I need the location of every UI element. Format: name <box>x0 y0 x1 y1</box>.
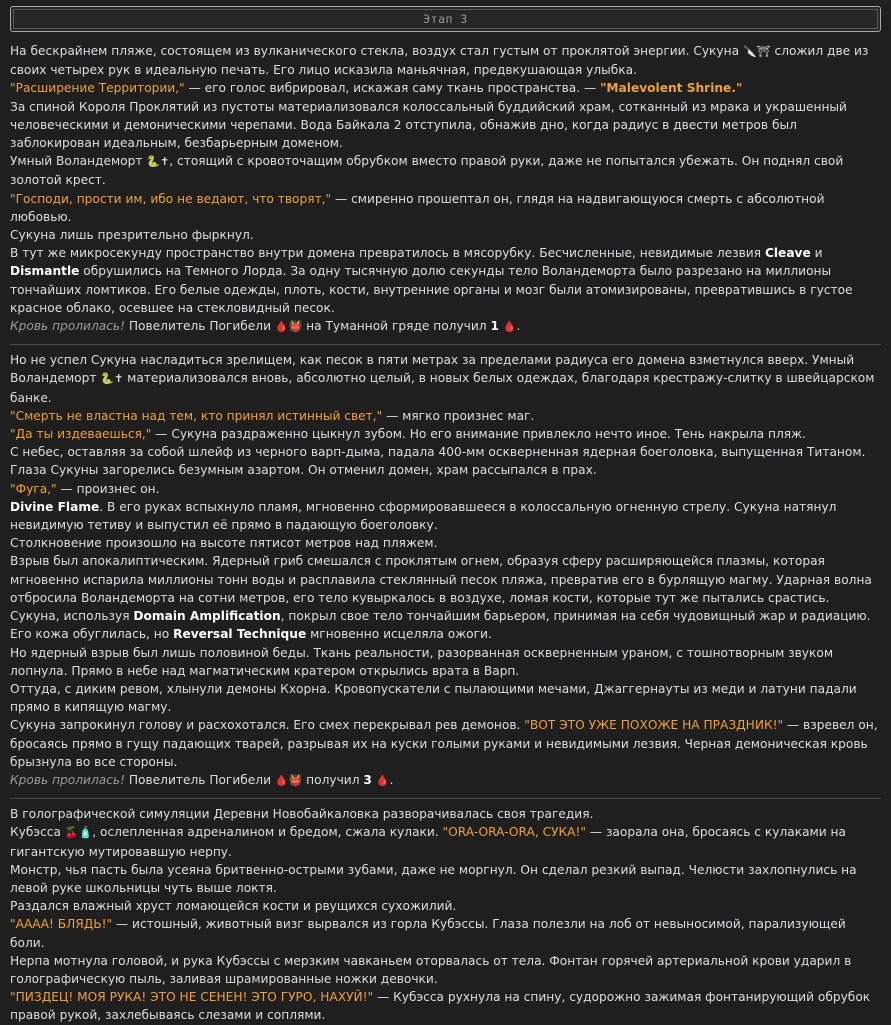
cherry-icon: 🍒 <box>64 826 79 840</box>
technique-name: Divine Flame <box>10 499 100 514</box>
paragraph: Divine Flame. В его руках вспыхнуло пламя, мгновенно сформировавшееся в колоссальную огненную стрелу. Сукуна натянул невидимую тетиву и выпустил её прямо в падающую боеголовку. <box>10 499 837 533</box>
paragraph: "Господи, прости им, ибо не ведают, что творят," — смиренно прошептал он, глядя на надвигающуюся смерть с абсолютной любовью. <box>10 191 825 224</box>
demon-icon: 👹 <box>288 320 303 334</box>
snake-icon: 🐍 <box>146 155 161 169</box>
quote: "ORA-ORA-ORA, СУКА!" <box>442 825 587 840</box>
paragraph: "Расширение Территории," — его голос вибрировал, искажая саму ткань пространства. — "Malevolent Shrine." <box>10 81 743 96</box>
quote: "Фуга," <box>10 481 57 496</box>
paragraph: "АААА! БЛЯДЬ!" — истошный, животный визг вырвался из горла Кубэссы. Глаза полезли на лоб от невыносимой, парализующей боли. <box>10 917 846 950</box>
paragraph: Но не успел Сукуна насладиться зрелищем, как песок в пяти метрах за пределами радиуса его домена взметнулся вверх. Умный Воландеморт 🐍✝ материализовался вновь, абсолютно целый, в новых белых одеждах, благодаря крестражу-слитку в швейцарском банке. <box>10 353 875 405</box>
paragraph: В тут же микросекунду пространство внутри домена превратилось в мясорубку. Бесчисленные, невидимые лезвия Cleave и Dismantle обрушились на Темного Лорда. За одну тысячную долю секунды тело Воландеморта было разрезано на миллионы тончайших ломтиков. Его белые одежды, плоть, кости, внутренние органы и мозг были атомизированы, превратившись в густое красное облако, осевшее на стекловидный песок. <box>10 246 853 315</box>
shrine-icon: ⛩ <box>756 45 771 58</box>
technique-name: Dismantle <box>10 264 80 279</box>
divider <box>10 344 881 345</box>
blood-status: Кровь пролилась! Повелитель Погибели 🩸👹 получил 3 🩸. <box>10 772 394 787</box>
quote: "ПИЗДЕЦ! МОЯ РУКА! ЭТО НЕ СЕНЕН! ЭТО ГУРО, НАХУЙ!" <box>10 990 374 1005</box>
paragraph: Сукуна лишь презрительно фыркнул. <box>10 228 254 243</box>
quote: "Смерть не властна над тем, кто принял истинный свет," <box>10 408 383 423</box>
quote: "Да ты издеваешься," <box>10 427 152 442</box>
knife-icon: 🔪 <box>742 45 757 58</box>
divider <box>10 798 881 799</box>
paragraph: Сукуна запрокинул голову и расхохотался. Его смех перекрывал рев демонов. "ВОТ ЭТО УЖЕ ПОХОЖЕ НА ПРАЗДНИК!" — взревел он, бросаясь прямо в гущу падающих тварей, разрывая их на куски голыми руками и невидимыми лезвия. Черная демоническая кровь брызнула во все стороны. <box>10 718 878 769</box>
paragraph: Кубэсса 🍒🧴, ослепленная адреналином и бредом, сжала кулаки. "ORA-ORA-ORA, СУКА!" — заорала она, бросаясь с кулаками на гигантскую мутировавшую нерпу. <box>10 825 846 859</box>
paragraph: Раздался влажный хруст ломающейся кости и рвущихся сухожилий. <box>10 899 457 914</box>
paragraph: Взрыв был апокалиптическим. Ядерный гриб смешался с проклятым огнем, образуя сферу расширяющейся плазмы, которая мгновенно испарила миллионы тонн воды и расплавила стеклянный песок пляжа, превратив его в бурлящую магму. Ударная волна отбросила Воландеморта на сотни метров, его тело кувыркалось в воздухе, ломая кости, которые тут же пытались срастись. <box>10 554 872 605</box>
paragraph: "Фуга," — произнес он. <box>10 481 160 496</box>
technique-name: Domain Amplification <box>133 609 281 624</box>
section-1 <box>10 42 881 336</box>
section-3 <box>10 805 881 1024</box>
quote: "ВОТ ЭТО УЖЕ ПОХОЖЕ НА ПРАЗДНИК!" <box>524 718 784 733</box>
technique-name: Cleave <box>764 246 811 261</box>
cross-icon: ✝ <box>114 372 124 386</box>
section-2 <box>10 351 881 790</box>
paragraph: Монстр, чья пасть была усеяна бритвенно-острыми зубами, даже не моргнул. Он сделал резкий выпад. Челюсти захлопнулись на левой руке школьницы чуть выше локтя. <box>10 862 857 895</box>
paragraph: Оттуда, с диким ревом, хлынули демоны Кхорна. Кровопускатели с пылающими мечами, Джаггернауты из меди и латуни падали прямо в кипящую магму. <box>10 681 857 715</box>
paragraph: Глаза Сукуны загорелись безумным азартом. Он отменил домен, храм рассыпался в прах. <box>10 463 597 478</box>
paragraph: "Смерть не властна над тем, кто принял истинный свет," — мягко произнес маг. <box>10 408 535 423</box>
paragraph: На бескрайнем пляже, состоящем из вулканического стекла, воздух стал густым от проклятой энергии. Сукуна 🔪⛩ сложил две из своих четырех рук в идеальную печать. Его лицо исказила маньячная, предвкушающая улыбка. <box>10 44 869 78</box>
paragraph: За спиной Короля Проклятий из пустоты материализовался колоссальный буддийский храм, сотканный из мрака и украшенный человеческими и демоническими черепами. Вода Байкала 2 отступила, обнажив дно, когда радиус в двести метров был заблокирован идеальным, безбарьерным доменом. <box>10 99 847 151</box>
blood-icon: 🩸 <box>375 773 390 787</box>
technique-name: Reversal Technique <box>173 627 307 642</box>
paragraph: С небес, оставляя за собой шлейф из черного варп-дыма, падала 400-мм оскверненная ядерная боеголовка, выпущенная Титаном. <box>10 445 866 460</box>
quote: "Malevolent Shrine." <box>600 81 743 96</box>
paragraph: Нерпа мотнула головой, и рука Кубэссы с мерзким чавканьем оторвалась от тела. Фонтан горячей артериальной крови ударил в голографическую пыль, заливая шрамированные ножки девочки. <box>10 953 852 986</box>
paragraph: Но ядерный взрыв был лишь половиной беды. Ткань реальности, разорванная оскверненным ураном, с тошнотворным звуком лопнула. Прямо в небе над магматическим кратером открылись врата в Варп. <box>10 645 834 678</box>
snake-icon: 🐍 <box>100 372 115 386</box>
paragraph: Умный Воландеморт 🐍✝, стоящий с кровоточащим обрубком вместо правой руки, даже не попытался убежать. Он поднял свой золотой крест. <box>10 154 844 188</box>
paragraph: В голографической симуляции Деревни Новобайкаловка разворачивалась своя трагедия. <box>10 807 594 822</box>
blood-icon: 🩸 <box>274 773 289 787</box>
cross-icon: ✝ <box>160 155 170 169</box>
bottle-icon: 🧴 <box>78 826 93 840</box>
stage-header: Этап 3 <box>10 6 881 32</box>
blood-status: Кровь пролилась! Повелитель Погибели 🩸👹 на Туманной гряде получил 1 🩸. <box>10 319 521 334</box>
blood-icon: 🩸 <box>502 320 517 334</box>
paragraph: "ПИЗДЕЦ! МОЯ РУКА! ЭТО НЕ СЕНЕН! ЭТО ГУРО, НАХУЙ!" — Кубэсса рухнула на спину, судорожно зажимая фонтанирующий обрубок правой рукой, захлебываясь слезами и соплями. <box>10 990 871 1023</box>
paragraph: Столкновение произошло на высоте пятисот метров над пляжем. <box>10 536 438 551</box>
quote: "АААА! БЛЯДЬ!" <box>10 917 113 932</box>
quote: "Господи, прости им, ибо не ведают, что творят," <box>10 191 332 206</box>
demon-icon: 👹 <box>288 773 303 787</box>
quote: "Расширение Территории," <box>10 81 185 96</box>
paragraph: "Да ты издеваешься," — Сукуна раздраженно цыкнул зубом. Но его внимание привлекло нечто иное. Тень накрыла пляж. <box>10 427 806 442</box>
paragraph: Сукуна, используя Domain Amplification, покрыл свое тело тончайшим барьером, принимая на себя чудовищный жар и радиацию. Его кожа обуглилась, но Reversal Technique мгновенно исцеляла ожоги. <box>10 609 871 642</box>
blood-icon: 🩸 <box>274 320 289 334</box>
